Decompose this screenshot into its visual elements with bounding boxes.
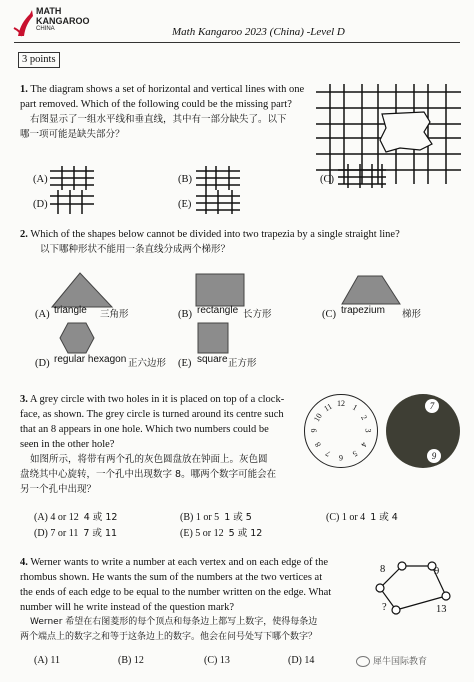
clock-number: 5 <box>350 448 359 459</box>
q3-option-a[interactable] <box>34 510 117 525</box>
q4-text-en-2: rhombus shown. He wants the sum of the numbers at the two vertices at <box>20 572 323 583</box>
q4-option-b-letter: (B) <box>118 655 132 666</box>
clock-number: 6 <box>339 453 343 462</box>
q2-triangle-shape[interactable] <box>52 273 112 307</box>
q3-text-cn-3: 另一个孔中出现？ <box>20 484 97 495</box>
clock-number: 10 <box>311 411 324 423</box>
q3-option-c-cn: 1 或 4 <box>370 512 398 523</box>
q1-text <box>20 82 320 142</box>
logo-line2: KANGAROO <box>36 16 90 26</box>
rhombus-edge-label-question: ? <box>382 602 387 613</box>
q2-option-b-letter: (B) <box>178 309 192 320</box>
q4-text <box>20 555 362 645</box>
q1-number: 1. <box>20 84 28 95</box>
grey-disk <box>386 394 460 468</box>
q1-option-d-label: (D) <box>33 199 48 210</box>
q3-option-b[interactable] <box>180 510 252 525</box>
q2-option-b-en: rectangle <box>197 305 239 316</box>
q1-text-cn-1: 右图显示了一组水平线和垂直线，其中有一部分缺失了。以下 <box>30 114 287 125</box>
q2-trapezium-shape[interactable] <box>342 276 400 304</box>
q3-option-a-en: 4 or 12 <box>50 512 79 523</box>
q3-option-c-en: 1 or 4 <box>341 512 366 523</box>
q2-option-c-cn: 梯形 <box>402 309 422 320</box>
wechat-icon <box>356 656 370 667</box>
q4-option-b-value: 12 <box>133 655 144 666</box>
q3-option-e-en: 5 or 12 <box>195 528 224 539</box>
q4-text-en-4: number will he write instead of the question mark? <box>20 602 235 613</box>
logo-line3: CHINA <box>36 26 55 32</box>
q2-option-e-letter: (E) <box>178 358 192 369</box>
q1-text-en-2: part removed. Which of the following could be the missing part? <box>20 99 292 110</box>
header-rule <box>14 42 460 43</box>
q1-option-a-label: (A) <box>33 174 48 185</box>
q3-option-e-cn: 5 或 12 <box>228 528 263 539</box>
q2-option-e-cn: 正方形 <box>228 358 257 369</box>
q4-text-cn-1: Werner 希望在右图菱形的每个顶点和每条边上都写上数字，使得每条边 <box>30 617 318 627</box>
clock-number: 8 <box>312 440 323 448</box>
q3-option-b-letter: (B) <box>180 512 194 523</box>
logo <box>14 6 104 40</box>
q1-option-b-figure[interactable] <box>196 166 240 190</box>
q1-option-e-figure[interactable] <box>196 190 240 214</box>
q2-option-a-letter: (A) <box>35 309 50 320</box>
q4-text-en-3: the ends of each edge to be equal to the number written on the edge. What <box>20 587 332 598</box>
rhombus-edge-label-9: 9 <box>434 566 440 577</box>
q4-option-a-value: 11 <box>50 655 61 666</box>
q3-option-e-letter: (E) <box>180 528 193 539</box>
q3-option-b-cn: 1 或 5 <box>224 512 252 523</box>
q3-text <box>20 392 300 497</box>
q4-option-a[interactable] <box>34 655 60 666</box>
q3-option-d-en: 7 or 11 <box>50 528 79 539</box>
q2-number: 2. <box>20 229 28 240</box>
disk-hole-bottom <box>427 449 441 463</box>
q3-text-en-2: face, as shown. The grey circle is turned around its centre such <box>20 409 284 420</box>
q4-option-b[interactable] <box>118 655 144 666</box>
disk-hole-bottom-number: 9 <box>431 451 437 461</box>
q1-option-d-figure[interactable] <box>50 190 94 214</box>
q3-option-c-letter: (C) <box>326 512 340 523</box>
q1-option-b-label: (B) <box>178 174 192 185</box>
q4-option-c-letter: (C) <box>204 655 218 666</box>
q4-option-c-value: 13 <box>219 655 230 666</box>
q1-text-cn-2: 哪一项可能是缺失部分？ <box>20 129 125 140</box>
q1-option-c-label: (C) <box>320 174 334 185</box>
q4-option-d-letter: (D) <box>288 655 302 666</box>
clock-number: 2 <box>359 413 370 421</box>
q2-option-e-en: square <box>197 354 228 365</box>
q4-text-en-1: Werner wants to write a number at each vertex and on each edge of the <box>30 557 328 568</box>
q3-text-cn-2: 盘绕其中心旋转，一个孔中出现数字 8。哪两个数字可能会在 <box>20 469 277 480</box>
q3-option-d[interactable] <box>34 526 117 541</box>
rhombus-edge-label-8: 8 <box>380 564 386 575</box>
q2-square-shape[interactable] <box>198 323 228 353</box>
q1-option-a-figure[interactable] <box>50 166 94 190</box>
q2-option-d-letter: (D) <box>35 358 50 369</box>
q3-text-cn-1: 如图所示，将带有两个孔的灰色圆盘放在钟面上。灰色圆 <box>30 454 268 465</box>
q2-option-c-en: trapezium <box>341 305 385 316</box>
q3-option-d-letter: (D) <box>34 528 48 539</box>
q3-number: 3. <box>20 394 28 405</box>
clock-number: 12 <box>337 399 345 408</box>
q3-option-a-letter: (A) <box>34 512 48 523</box>
q3-text-en-3: that an 8 appears in one hole. Which two numbers could be <box>20 424 269 435</box>
q2-text-cn: 以下哪种形状不能用一条直线分成两个梯形？ <box>40 244 231 255</box>
q1-option-c-figure[interactable] <box>338 164 386 188</box>
q3-text-en-1: A grey circle with two holes in it is placed on top of a clock- <box>29 394 285 405</box>
page-title: Math Kangaroo 2023 (China) -Level D <box>172 26 345 38</box>
logo-line1: MATH <box>36 6 62 16</box>
q4-number: 4. <box>20 557 28 568</box>
clock-number: 1 <box>350 402 359 413</box>
q2-text-en: Which of the shapes below cannot be divided into two trapezia by a single straight line? <box>30 229 400 240</box>
q2-option-c-letter: (C) <box>322 309 336 320</box>
q2-hexagon-shape[interactable] <box>60 323 94 353</box>
kangaroo-logo-icon <box>14 8 34 38</box>
q4-option-d-value: 14 <box>304 655 315 666</box>
clock-number: 3 <box>363 428 373 433</box>
q3-option-b-en: 1 or 5 <box>195 512 220 523</box>
q3-option-a-cn: 4 或 12 <box>83 512 118 523</box>
q1-text-en-1: The diagram shows a set of horizontal and vertical lines with one <box>30 84 305 95</box>
clock-number: 4 <box>359 440 370 448</box>
clock-number: 9 <box>309 428 319 433</box>
q4-option-c[interactable] <box>204 655 230 666</box>
q3-option-d-cn: 7 或 11 <box>83 528 118 539</box>
watermark <box>356 654 427 667</box>
q2-option-d-cn: 正六边形 <box>128 358 167 369</box>
q2-rectangle-shape[interactable] <box>196 274 244 306</box>
q3-text-en-4: seen in the other hole? <box>20 439 115 450</box>
q2-option-a-cn: 三角形 <box>100 309 129 320</box>
clock-number: 11 <box>321 401 334 413</box>
q1-option-e-label: (E) <box>178 199 192 210</box>
rhombus-edge-label-13: 13 <box>436 604 447 615</box>
q4-text-cn-2: 两个端点上的数字之和等于这条边上的数字。他会在问号处写下哪个数字？ <box>20 632 318 642</box>
q4-option-d[interactable] <box>288 655 314 666</box>
q4-option-a-letter: (A) <box>34 655 48 666</box>
q2-option-b-cn: 长方形 <box>243 309 272 320</box>
q3-option-c[interactable] <box>326 510 398 525</box>
disk-hole-top <box>425 399 439 413</box>
disk-hole-top-number: 7 <box>429 401 435 411</box>
section-badge: 3 points <box>18 52 60 68</box>
q2-option-d-en: regular hexagon <box>54 354 127 365</box>
q2-text <box>20 227 460 257</box>
clock-number: 7 <box>323 448 332 459</box>
q2-option-a-en: triangle <box>54 305 87 316</box>
q3-option-e[interactable] <box>180 526 262 541</box>
watermark-text: 犀牛国际教育 <box>373 657 428 667</box>
